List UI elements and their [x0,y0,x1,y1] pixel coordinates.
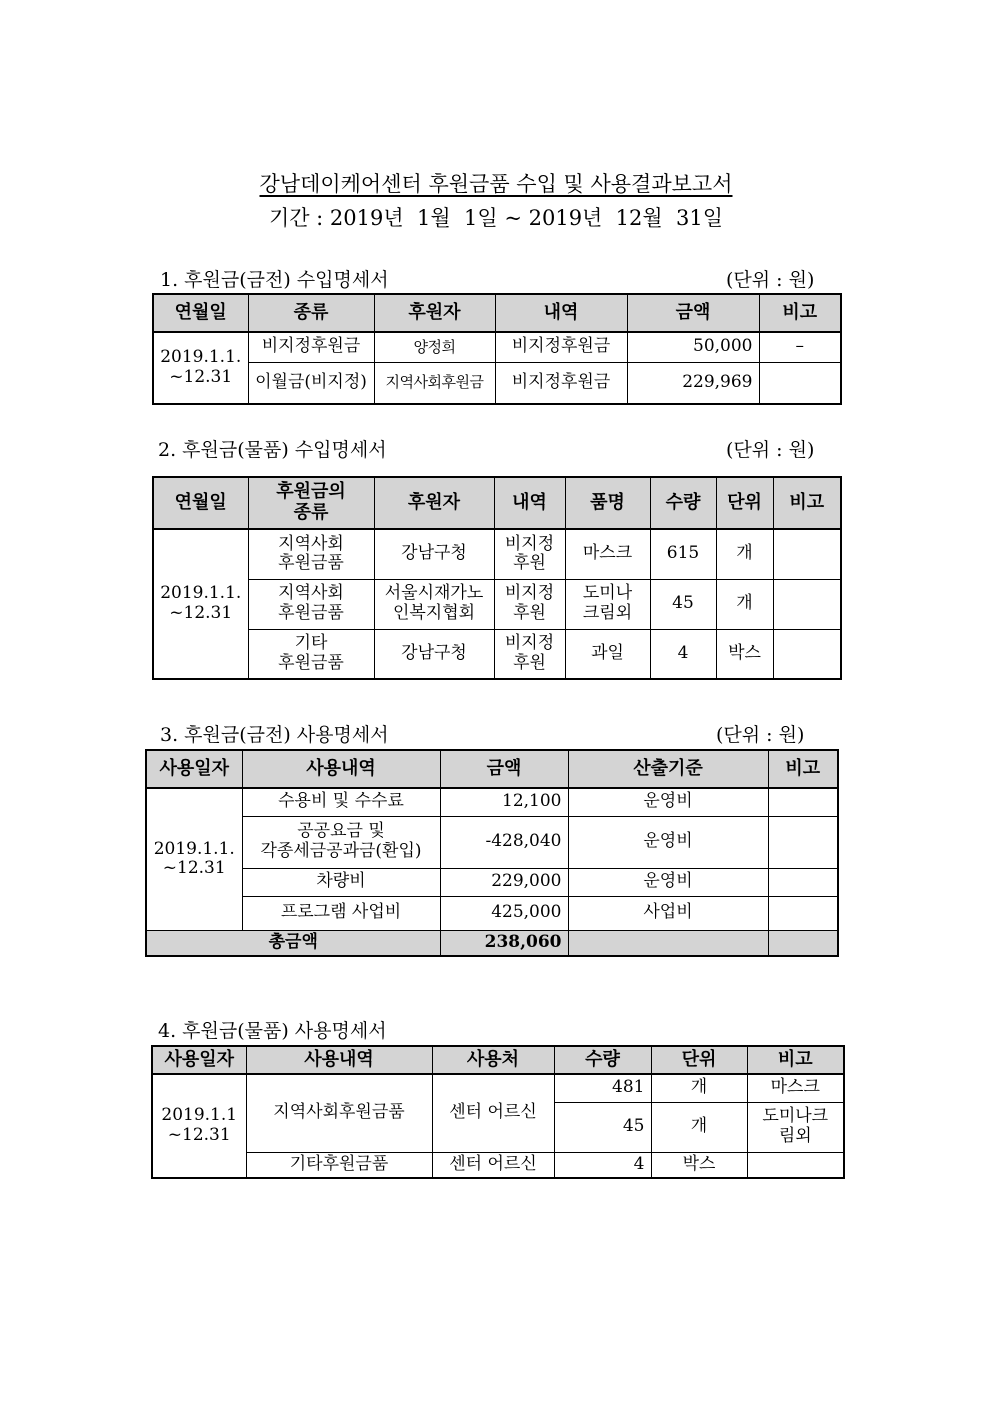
table-cell: 비지정후원금 [495,362,627,404]
header-cell: 내역 [495,294,627,332]
section-2-table [152,476,842,680]
header-cell: 수량 [650,477,716,529]
header-cell: 후원자 [374,294,495,332]
table-cell: 425,000 [440,896,568,930]
table-cell: 4 [650,629,716,679]
table-cell [768,816,838,868]
table-cell: 개 [651,1102,747,1152]
header-cell: 사용일자 [152,1046,246,1074]
section-2-unit: (단위 : 원) [726,439,815,461]
table-cell: 개 [716,579,773,629]
table-cell: -428,040 [440,816,568,868]
header-cell: 사용내역 [242,750,440,788]
table-cell: 개 [716,529,773,579]
table-cell: 센터 어르신 [432,1074,554,1152]
table-cell: 프로그램 사업비 [242,896,440,930]
table-cell: 비지정후원금 [248,332,374,362]
table-cell: 기타 후원금품 [248,629,374,679]
table-cell: 4 [554,1152,651,1178]
table-cell: 지역사회 후원금품 [248,529,374,579]
table-cell: – [759,332,841,362]
section-1-heading: 1. 후원금(금전) 수입명세서 [160,269,389,291]
header-cell: 후원금의 종류 [248,477,374,529]
table-cell: 도미나 크림외 [565,579,650,629]
section-3-table [145,749,839,957]
header-cell: 산출기준 [568,750,768,788]
table-cell: 비지정후원금 [495,332,627,362]
header-cell: 단위 [651,1046,747,1074]
date-cell: 2019.1.1. ~12.31 [153,332,248,404]
table-cell: 기타후원금품 [246,1152,432,1178]
header-cell: 비고 [773,477,841,529]
header-cell: 비고 [768,750,838,788]
header-cell: 품명 [565,477,650,529]
report-title: 강남데이케어센터 후원금품 수입 및 사용결과보고서 [259,172,733,196]
section-1-table [152,293,842,405]
table-cell: 센터 어르신 [432,1152,554,1178]
table-cell: 공공요금 및 각종세금공과금(환입) [242,816,440,868]
table-cell: 마스크 [747,1074,844,1102]
table-cell: 운영비 [568,868,768,896]
table-cell: 50,000 [627,332,759,362]
table-cell: 양정희 [374,332,495,362]
table-cell [768,896,838,930]
date-cell: 2019.1.1. ~12.31 [146,788,242,930]
table-cell: 45 [650,579,716,629]
header-cell: 사용내역 [246,1046,432,1074]
header-cell: 내역 [494,477,565,529]
header-cell: 연월일 [153,477,248,529]
table-cell: 도미나크 림외 [747,1102,844,1152]
table-cell: 강남구청 [374,529,494,579]
table-cell: 481 [554,1074,651,1102]
table-cell: 615 [650,529,716,579]
table-cell: 박스 [651,1152,747,1178]
table-cell: 이월금(비지정) [248,362,374,404]
table-cell [768,930,838,956]
table-cell: 수용비 및 수수료 [242,788,440,816]
table-cell [768,868,838,896]
table-cell: 마스크 [565,529,650,579]
header-cell: 후원자 [374,477,494,529]
header-cell: 비고 [759,294,841,332]
table-cell: 비지정 후원 [494,629,565,679]
table-cell: 45 [554,1102,651,1152]
table-cell [759,362,841,404]
total-value: 238,060 [440,930,568,956]
table-cell: 서울시재가노 인복지협회 [374,579,494,629]
report-period: 기간 : 2019년 1월 1일 ~ 2019년 12월 31일 [268,206,724,230]
header-cell: 사용처 [432,1046,554,1074]
table-cell: 박스 [716,629,773,679]
table-cell: 12,100 [440,788,568,816]
table-cell: 운영비 [568,816,768,868]
table-cell: 지역사회후원금품 [246,1074,432,1152]
table-cell: 지역사회 후원금품 [248,579,374,629]
table-cell [773,579,841,629]
table-cell: 비지정 후원 [494,579,565,629]
date-cell: 2019.1.1. ~12.31 [153,529,248,679]
table-cell [747,1152,844,1178]
table-cell [568,930,768,956]
table-cell: 강남구청 [374,629,494,679]
table-cell: 사업비 [568,896,768,930]
header-cell: 종류 [248,294,374,332]
section-4-heading: 4. 후원금(물품) 사용명세서 [158,1020,387,1042]
table-cell [773,629,841,679]
header-cell: 단위 [716,477,773,529]
section-4-table [151,1045,845,1179]
table-cell: 차량비 [242,868,440,896]
header-cell: 금액 [440,750,568,788]
table-cell: 229,000 [440,868,568,896]
header-cell: 사용일자 [146,750,242,788]
section-1-unit: (단위 : 원) [726,269,815,291]
table-cell: 과일 [565,629,650,679]
table-cell: 지역사회후원금 [374,362,495,404]
header-cell: 연월일 [153,294,248,332]
date-cell: 2019.1.1 ~12.31 [152,1074,246,1178]
table-cell: 229,969 [627,362,759,404]
table-cell: 개 [651,1074,747,1102]
header-cell: 비고 [747,1046,844,1074]
header-cell: 금액 [627,294,759,332]
section-3-unit: (단위 : 원) [716,724,805,746]
table-cell [768,788,838,816]
section-3-heading: 3. 후원금(금전) 사용명세서 [160,724,389,746]
table-cell [773,529,841,579]
total-label: 총금액 [146,930,440,956]
header-cell: 수량 [554,1046,651,1074]
table-cell: 비지정 후원 [494,529,565,579]
table-cell: 운영비 [568,788,768,816]
section-2-heading: 2. 후원금(물품) 수입명세서 [158,439,387,461]
